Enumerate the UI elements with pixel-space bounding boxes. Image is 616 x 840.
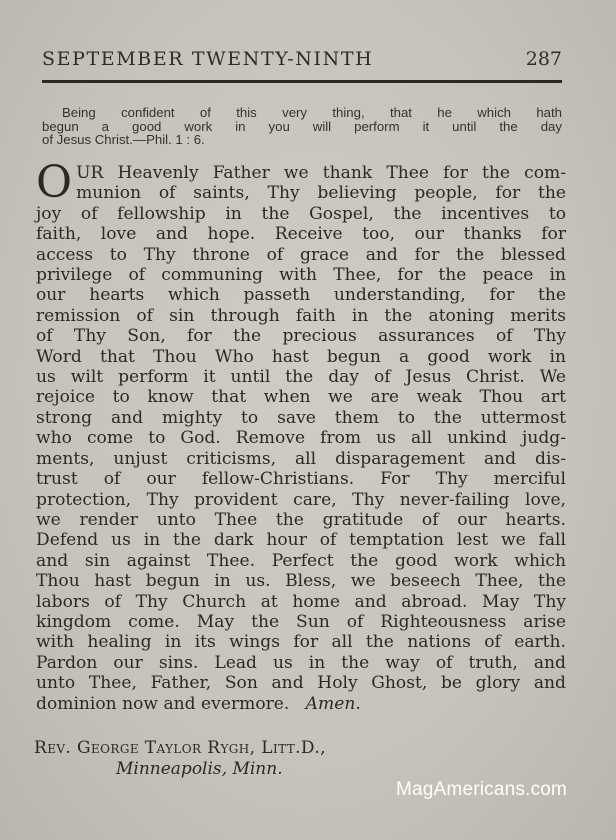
prayer-line: remission of sin through faith in the atoning merits	[36, 305, 566, 326]
prayer-line: Word that Thou Who hast begun a good work in	[36, 346, 566, 367]
prayer-line: privilege of communing with Thee, for the peace in	[36, 265, 566, 286]
prayer-line: with healing in its wings for all the nations of earth.	[36, 632, 566, 653]
prayer-line: munion of saints, Thy believing people, for the	[76, 183, 566, 204]
epigraph-line: Being confident of this very thing, that he which hath	[62, 105, 562, 120]
prayer-line: us wilt perform it until the day of Jesus Christ. We	[36, 367, 566, 388]
prayer-final-line	[36, 694, 566, 714]
prayer-line: and sin against Thee. Perfect the good work which	[36, 550, 566, 571]
prayer-line: kingdom come. May the Sun of Righteousness arise	[36, 611, 566, 632]
author-name: Rev. George Taylor Rygh, Litt.D.,	[34, 738, 326, 758]
prayer-line: trust of our fellow-Christians. For Thy merciful	[36, 469, 566, 490]
prayer-line: faith, love and hope. Receive too, our thanks for	[36, 224, 566, 245]
prayer-line: our hearts which passeth understanding, for the	[36, 285, 566, 306]
prayer-line: joy of fellowship in the Gospel, the incentives to	[36, 203, 566, 224]
page-header	[42, 48, 562, 72]
prayer-line: rejoice to know that when we are weak Thou art	[36, 387, 566, 408]
prayer-line: unto Thee, Father, Son and Holy Ghost, be glory and	[36, 673, 566, 694]
page-title: SEPTEMBER TWENTY-NINTH	[42, 48, 374, 70]
prayer-line: Defend us in the dark hour of temptation lest we fall	[36, 530, 566, 551]
prayer-line: strong and mighty to save them to the uttermost	[36, 407, 566, 428]
prayer-final-text: dominion now and evermore.	[36, 693, 290, 714]
epigraph-line: begun a good work in you will perform it until the day	[42, 118, 562, 134]
prayer-line: access to Thy throne of grace and for the blessed	[36, 244, 566, 265]
prayer-line: ments, unjust criticisms, all disparagement and dis-	[36, 448, 566, 469]
prayer-line: protection, Thy provident care, Thy never-failing love,	[36, 489, 566, 510]
prayer-text	[36, 157, 566, 714]
page-number: 287	[525, 48, 562, 70]
prayer-line: labors of Thy Church at home and abroad. May Thy	[36, 591, 566, 612]
drop-cap: O	[36, 157, 73, 208]
author-location: Minneapolis, Minn.	[116, 759, 283, 779]
prayer-line: who come to God. Remove from us all unkind judg-	[36, 428, 566, 449]
scripture-epigraph	[42, 106, 562, 147]
site-watermark: MagAmericans.com	[396, 779, 568, 800]
prayer-line: we render unto Thee the gratitude of our hearts.	[36, 509, 566, 530]
signature-block	[34, 738, 326, 780]
prayer-line: Pardon our sins. Lead us in the way of truth, and	[36, 652, 566, 673]
prayer-line: Thou hast begun in us. Bless, we beseech Thee, the	[36, 571, 566, 592]
header-rule	[42, 80, 562, 83]
epigraph-line: of Jesus Christ.—Phil. 1 : 6.	[42, 132, 205, 147]
prayer-line: UR Heavenly Father we thank Thee for the com-	[76, 163, 566, 183]
prayer-line: of Thy Son, for the precious assurances of Thy	[36, 326, 566, 347]
amen-word: Amen.	[305, 693, 361, 714]
